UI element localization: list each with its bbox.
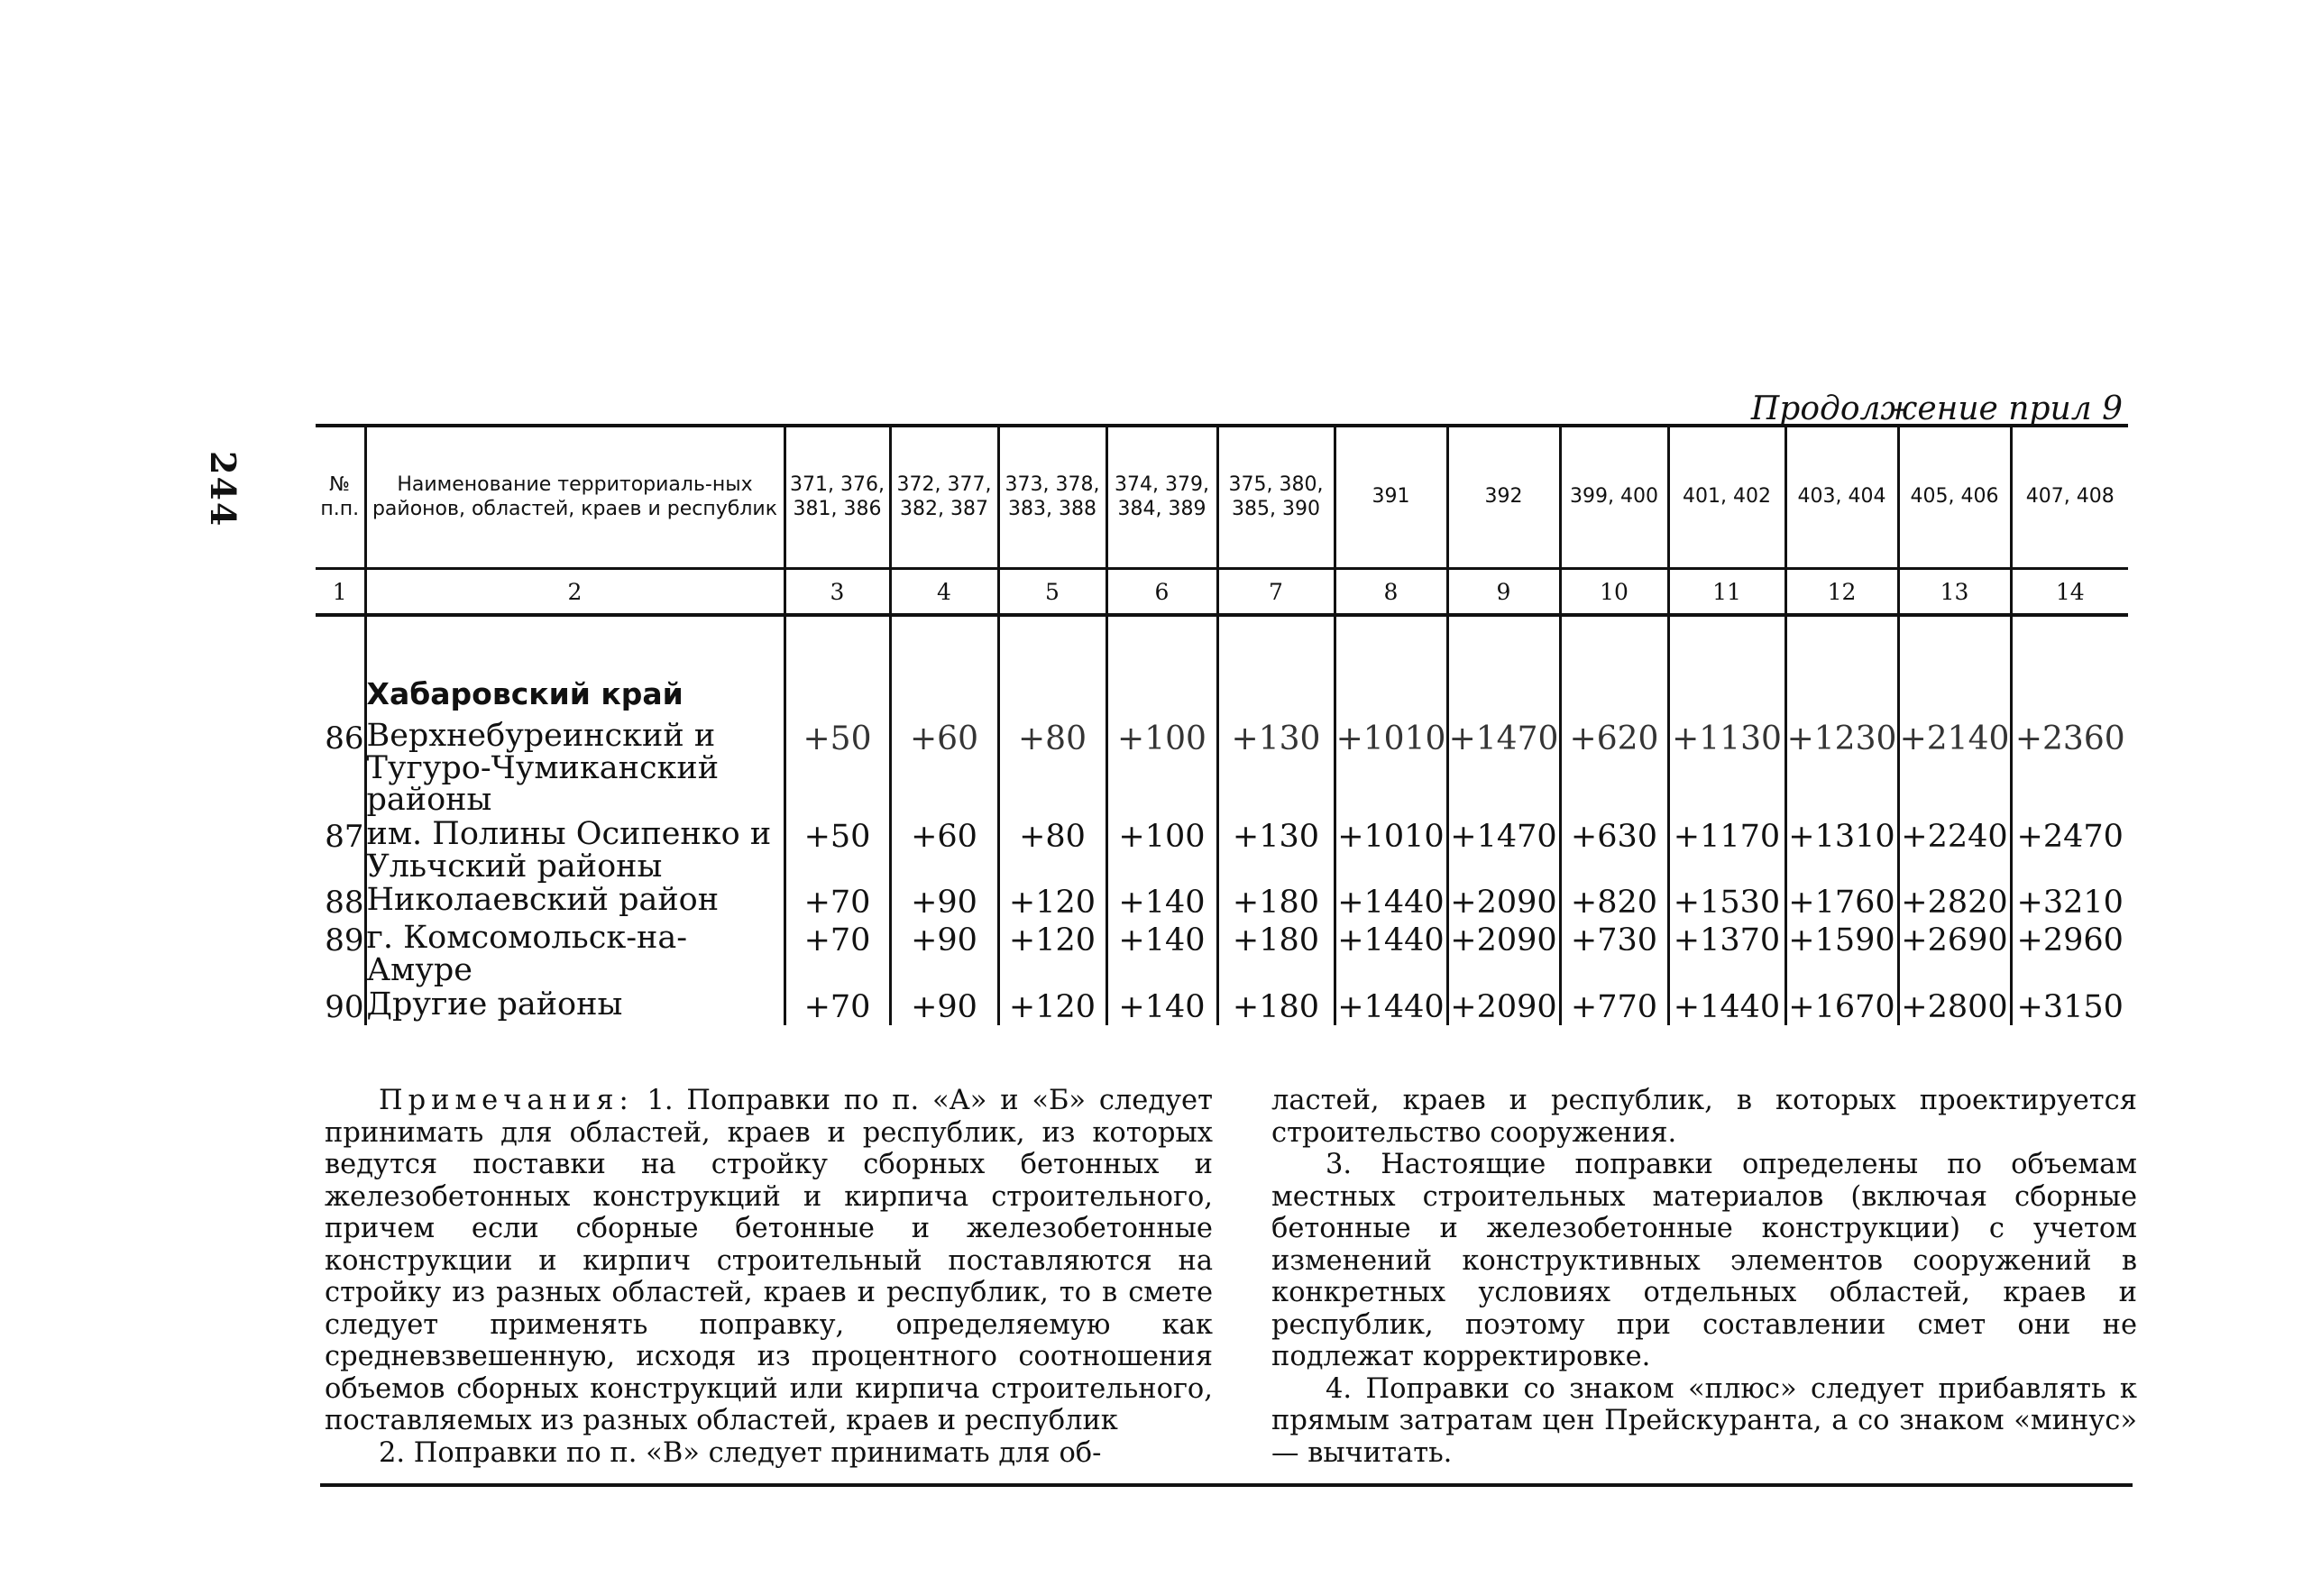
row-value: +140 (1106, 987, 1217, 1025)
header-col-8: 391 (1335, 426, 1447, 569)
header-col-12: 403, 404 (1785, 426, 1898, 569)
row-name: Другие районы (365, 987, 784, 1025)
row-name: Николаевский район (365, 883, 784, 921)
row-value: +100 (1106, 719, 1217, 817)
note-3: 3. Настоящие поправки определены по объемам местных строительных материалов (включая сборные бетонные и железобетонные конструкции) с учетом изменений конструктивных элементов сооружений в конкретных условиях отдельных областей, краев и республик, поэтому при составлении смет они не подлежат корректировке. (1271, 1149, 2137, 1373)
note-2-end: ластей, краев и республик, в которых проектируется строительство сооружения. (1271, 1085, 2137, 1149)
row-value: +1530 (1668, 883, 1785, 921)
row-num: 90 (325, 988, 364, 1025)
row-value: +2090 (1447, 987, 1560, 1025)
index-cell: 10 (1560, 569, 1668, 616)
note-1 (325, 1085, 1213, 1437)
row-value: +120 (998, 883, 1106, 921)
row-value: +2800 (1898, 987, 2011, 1025)
header-row (316, 426, 2128, 569)
row-value: +80 (998, 817, 1106, 883)
row-value: +180 (1217, 987, 1335, 1025)
row-value: +70 (784, 883, 890, 921)
index-cell: 1 (316, 569, 365, 616)
row-value: +80 (998, 719, 1106, 817)
index-cell: 4 (890, 569, 998, 616)
row-value: +1010 (1335, 817, 1447, 883)
row-value: +60 (890, 817, 998, 883)
row-value: +3150 (2011, 987, 2128, 1025)
header-col-5: 373, 378, 383, 388 (998, 426, 1106, 569)
row-value: +1310 (1785, 817, 1898, 883)
table-row (316, 719, 2128, 817)
row-value: +1440 (1335, 883, 1447, 921)
region-row (316, 615, 2128, 719)
header-col-13: 405, 406 (1898, 426, 2011, 569)
row-value: +1130 (1668, 719, 1785, 817)
header-col-3: 371, 376, 381, 386 (784, 426, 890, 569)
row-value: +2820 (1898, 883, 2011, 921)
notes-label: Примечания: (379, 1085, 634, 1116)
continuation-label: Продолжение прил 9 (1750, 390, 2123, 427)
note-1-text: 1. Поправки по п. «А» и «Б» следует принимать для областей, краев и республик, из которых ведутся поставки на стройку сборных бетонных и железобетонных конструкций и кирпича строительного, причем если сборные бетонные и железобетонные конструкции и кирпич строительный поставляются на стройку из разных областей, краев и республик, то в смете следует применять поправку, определяемую как средневзвешенную, исходя из процентного соотношения объемов сборных конструкций или кирпича строительного, поставляемых из разных областей, краев и республик (325, 1085, 1213, 1437)
row-value: +2360 (2011, 719, 2128, 817)
header-col-4: 372, 377, 382, 387 (890, 426, 998, 569)
index-cell: 5 (998, 569, 1106, 616)
row-value: +2470 (2011, 817, 2128, 883)
row-value: +90 (890, 987, 998, 1025)
index-cell: 11 (1668, 569, 1785, 616)
row-value: +2140 (1898, 719, 2011, 817)
row-value: +1370 (1668, 921, 1785, 986)
row-value: +770 (1560, 987, 1668, 1025)
row-value: +1010 (1335, 719, 1447, 817)
table-row (316, 921, 2128, 986)
row-value: +120 (998, 987, 1106, 1025)
row-value: +1440 (1668, 987, 1785, 1025)
row-value: +1590 (1785, 921, 1898, 986)
table-row (316, 987, 2128, 1025)
row-value: +1170 (1668, 817, 1785, 883)
row-value: +1440 (1335, 921, 1447, 986)
row-value: +3210 (2011, 883, 2128, 921)
row-name: им. Полины Осипенко и Ульчский районы (365, 817, 784, 883)
row-num: 88 (325, 885, 364, 922)
row-value: +1230 (1785, 719, 1898, 817)
row-value: +2690 (1898, 921, 2011, 986)
row-value: +140 (1106, 883, 1217, 921)
region-title: Хабаровский край (365, 615, 784, 719)
note-2-start: 2. Поправки по п. «В» следует принимать для об- (379, 1436, 1102, 1469)
row-value: +2240 (1898, 817, 2011, 883)
row-value: +120 (998, 921, 1106, 986)
row-value: +130 (1217, 719, 1335, 817)
row-name: г. Комсомольск-на-Амуре (365, 921, 784, 986)
index-cell: 2 (365, 569, 784, 616)
row-value: +730 (1560, 921, 1668, 986)
row-value: +50 (784, 817, 890, 883)
row-value: +90 (890, 883, 998, 921)
row-value: +620 (1560, 719, 1668, 817)
row-name: Верхнебуреинский и Тугуро-Чумиканский районы (365, 719, 784, 817)
row-num: 89 (325, 922, 364, 959)
row-value: +90 (890, 921, 998, 986)
index-cell: 14 (2011, 569, 2128, 616)
row-value: +180 (1217, 921, 1335, 986)
header-col-10: 399, 400 (1560, 426, 1668, 569)
row-num: 87 (325, 819, 364, 856)
index-cell: 13 (1898, 569, 2011, 616)
row-value: +820 (1560, 883, 1668, 921)
bottom-rule (320, 1483, 2133, 1487)
notes-right-column (1271, 1085, 2137, 1469)
row-value: +1440 (1335, 987, 1447, 1025)
row-value: +2090 (1447, 883, 1560, 921)
row-value: +1760 (1785, 883, 1898, 921)
header-col-11: 401, 402 (1668, 426, 1785, 569)
table-row (316, 817, 2128, 883)
index-cell: 3 (784, 569, 890, 616)
header-num: № п.п. (316, 426, 365, 569)
table-row (316, 883, 2128, 921)
row-value: +50 (784, 719, 890, 817)
row-value: +1470 (1447, 719, 1560, 817)
row-value: +70 (784, 987, 890, 1025)
page-number: 244 (203, 451, 243, 528)
index-cell: 12 (1785, 569, 1898, 616)
corrections-table (316, 424, 2128, 1025)
row-value: +630 (1560, 817, 1668, 883)
index-cell: 8 (1335, 569, 1447, 616)
index-cell: 9 (1447, 569, 1560, 616)
header-col-9: 392 (1447, 426, 1560, 569)
column-index-row (316, 569, 2128, 616)
row-value: +130 (1217, 817, 1335, 883)
header-col-6: 374, 379, 384, 389 (1106, 426, 1217, 569)
header-name: Наименование территориаль-ных районов, областей, краев и республик (365, 426, 784, 569)
row-value: +60 (890, 719, 998, 817)
row-value: +2090 (1447, 921, 1560, 986)
row-value: +70 (784, 921, 890, 986)
row-value: +1470 (1447, 817, 1560, 883)
index-cell: 7 (1217, 569, 1335, 616)
header-col-14: 407, 408 (2011, 426, 2128, 569)
note-4: 4. Поправки со знаком «плюс» следует прибавлять к прямым затратам цен Прейскуранта, а со знаком «минус» — вычитать. (1271, 1372, 2137, 1469)
row-value: +100 (1106, 817, 1217, 883)
row-value: +140 (1106, 921, 1217, 986)
row-value: +2960 (2011, 921, 2128, 986)
row-value: +1670 (1785, 987, 1898, 1025)
row-num: 86 (325, 720, 364, 757)
header-col-7: 375, 380, 385, 390 (1217, 426, 1335, 569)
notes-left-column (325, 1085, 1213, 1469)
index-cell: 6 (1106, 569, 1217, 616)
row-value: +180 (1217, 883, 1335, 921)
